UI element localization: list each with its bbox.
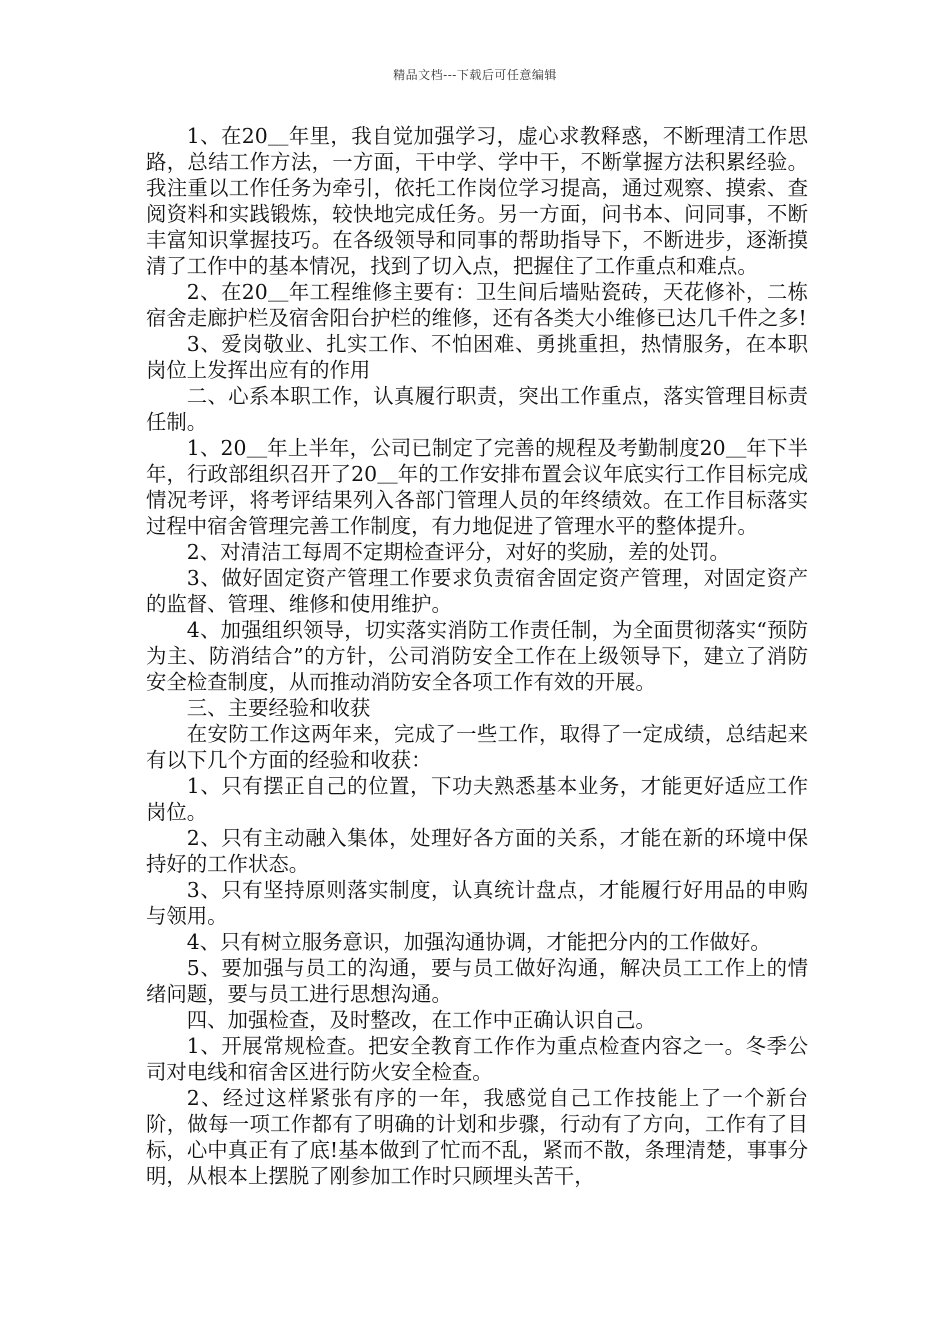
paragraph: 2、对清洁工每周不定期检查评分，对好的奖励，差的处罚。	[186, 540, 730, 564]
paragraph: 4、只有树立服务意识，加强沟通协调，才能把分内的工作做好。	[186, 930, 771, 954]
paragraph: 3、爱岗敬业、扎实工作、不怕困难、勇挑重担，热情服务，在本职岗位上发挥出应有的作用	[146, 332, 808, 382]
section-heading: 二、心系本职工作，认真履行职责，突出工作重点，落实管理目标责任制。	[146, 384, 808, 434]
paragraph: 1、开展常规检查。把安全教育工作作为重点检查内容之一。冬季公司对电线和宿舍区进行防火安全检查。	[146, 1034, 808, 1084]
paragraph: 2、在20＿年工程维修主要有：卫生间后墙贴瓷砖，天花修补，二栋宿舍走廊护栏及宿舍阳台护栏的维修，还有各类大小维修已达几千件之多!	[146, 280, 808, 330]
paragraph: 1、20＿年上半年，公司已制定了完善的规程及考勤制度20＿年下半年，行政部组织召开了20＿年的工作安排布置会议年底实行工作目标完成情况考评，将考评结果列入各部门管理人员的年终绩效。在工作目标落实过程中宿舍管理完善工作制度，有力地促进了管理水平的整体提升。	[146, 436, 808, 538]
paragraph: 1、在20＿年里，我自觉加强学习，虚心求教释惑，不断理清工作思路，总结工作方法，一方面，干中学、学中干，不断掌握方法积累经验。我注重以工作任务为牵引，依托工作岗位学习提高，通过观察、摸索、查阅资料和实践锻炼，较快地完成任务。另一方面，问书本、问同事，不断丰富知识掌握技巧。在各级领导和同事的帮助指导下，不断进步，逐渐摸清了工作中的基本情况，找到了切入点，把握住了工作重点和难点。	[146, 124, 808, 278]
section-heading: 三、主要经验和收获	[186, 696, 371, 720]
paragraph: 4、加强组织领导，切实落实消防工作责任制，为全面贯彻落实“预防为主、防消结合”的方针，公司消防安全工作在上级领导下，建立了消防安全检查制度，从而推动消防安全各项工作有效的开展。	[146, 618, 808, 694]
paragraph: 1、只有摆正自己的位置，下功夫熟悉基本业务，才能更好适应工作岗位。	[146, 774, 808, 824]
paragraph: 2、只有主动融入集体，处理好各方面的关系，才能在新的环境中保持好的工作状态。	[146, 826, 808, 876]
paragraph: 在安防工作这两年来，完成了一些工作，取得了一定成绩，总结起来有以下几个方面的经验和收获：	[146, 722, 808, 772]
page-header: 精品文档---下载后可任意编辑	[393, 68, 557, 82]
document-body	[146, 123, 808, 1189]
paragraph: 3、做好固定资产管理工作要求负责宿舍固定资产管理，对固定资产的监督、管理、维修和使用维护。	[146, 566, 808, 616]
paragraph: 3、只有坚持原则落实制度，认真统计盘点，才能履行好用品的申购与领用。	[146, 878, 808, 928]
paragraph: 2、经过这样紧张有序的一年，我感觉自己工作技能上了一个新台阶，做每一项工作都有了明确的计划和步骤，行动有了方向，工作有了目标，心中真正有了底!基本做到了忙而不乱，紧而不散，条理清楚，事事分明，从根本上摆脱了刚参加工作时只顾埋头苦干，	[146, 1086, 808, 1188]
section-heading: 四、加强检查，及时整改，在工作中正确认识自己。	[186, 1008, 656, 1032]
paragraph: 5、要加强与员工的沟通，要与员工做好沟通，解决员工工作上的情绪问题，要与员工进行思想沟通。	[146, 956, 808, 1006]
